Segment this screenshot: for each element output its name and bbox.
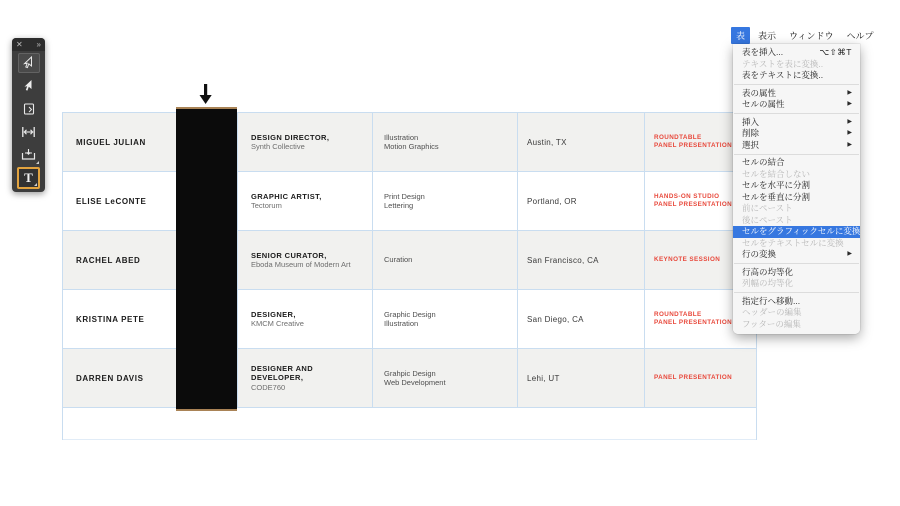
menu-item-21[interactable] (733, 267, 860, 279)
menu-bar (731, 27, 882, 44)
expand-panel-icon[interactable]: » (36, 40, 41, 49)
presentation-cell[interactable] (645, 349, 757, 407)
menu-item-label: 前にペースト (742, 203, 793, 213)
menu-separator (734, 154, 859, 155)
presentation-line: HANDS-ON STUDIO (654, 193, 720, 200)
menu-item-label: 行の変換 (742, 249, 777, 259)
name-cell[interactable]: DARREN DAVIS (63, 349, 177, 407)
table-row (63, 172, 756, 231)
skills-cell[interactable] (373, 172, 518, 230)
location-cell[interactable]: San Diego, CA (518, 290, 645, 348)
location-cell[interactable]: Austin, TX (518, 113, 645, 171)
type-tool[interactable] (12, 166, 45, 189)
menubar-item-0[interactable]: 表 (731, 27, 750, 44)
skill-line: Curation (384, 255, 413, 265)
menu-item-label: セルを結合しない (742, 168, 811, 179)
menu-item-0[interactable] (733, 47, 860, 59)
menu-item-22 (733, 278, 860, 290)
close-icon[interactable]: ✕ (16, 40, 23, 49)
menu-item-label: 後にペースト (742, 214, 793, 225)
menu-item-11[interactable] (733, 157, 860, 169)
menu-item-5[interactable] (733, 99, 860, 111)
menu-item-17[interactable] (733, 226, 860, 238)
table-row (63, 231, 756, 290)
menu-item-13[interactable] (733, 180, 860, 192)
menu-item-7[interactable] (733, 117, 860, 129)
submenu-arrow-icon: ▶ (847, 89, 852, 96)
title-bold: DESIGNER AND DEVELOPER, (251, 363, 314, 383)
menu-item-label: セルを水平に分割 (742, 180, 811, 190)
menu-item-label: セルを垂直に分割 (742, 191, 811, 202)
menu-item-label: 選択 (742, 139, 760, 150)
menu-item-shortcut: ⌥⇧⌘T (819, 47, 852, 57)
menu-item-label: 表をテキストに変換.. (742, 70, 824, 80)
title-bold: GRAPHIC ARTIST, (251, 191, 322, 201)
presentation-line: PANEL PRESENTATION (654, 201, 733, 208)
content-collector-tool[interactable] (12, 143, 45, 166)
menu-item-25 (733, 307, 860, 319)
title-cell[interactable]: SENIOR CURATOR, Eboda Museum of Modern Art (238, 231, 373, 289)
submenu-arrow-icon: ▶ (847, 130, 852, 136)
selection-tool[interactable] (12, 51, 45, 74)
direct-selection-tool[interactable] (12, 74, 45, 97)
down-arrow-icon (198, 84, 213, 110)
frame-edge-right (756, 407, 757, 440)
frame-edge-left (62, 407, 63, 440)
tools-panel (12, 38, 45, 192)
type-tool-glyph: T (24, 170, 33, 185)
menu-item-label: 挿入 (742, 116, 760, 127)
submenu-arrow-icon: ▶ (847, 251, 852, 257)
page-tool[interactable] (12, 97, 45, 120)
menu-separator (734, 292, 859, 293)
table-row (63, 113, 756, 172)
submenu-arrow-icon: ▶ (847, 141, 852, 148)
menu-item-label: 削除 (742, 128, 760, 138)
menu-item-9[interactable] (733, 140, 860, 152)
menu-item-label: セルをグラフィックセルに変換 (742, 226, 861, 236)
location-cell[interactable]: San Francisco, CA (518, 231, 645, 289)
selection-tool-icon (18, 53, 40, 73)
menubar-item-1[interactable]: 表示 (758, 31, 777, 41)
skill-line: Web Development (384, 378, 446, 387)
menu-item-18 (733, 238, 860, 250)
menu-item-label: 表を挿入... (742, 47, 784, 57)
gap-tool[interactable] (12, 120, 45, 143)
menu-item-label: 指定行へ移動... (742, 295, 801, 306)
menu-separator (734, 84, 859, 85)
menu-item-label: セルの結合 (742, 157, 785, 167)
type-tool-icon (17, 167, 40, 189)
title-cell[interactable]: DESIGNER, KMCM Creative (238, 290, 373, 348)
name-cell[interactable]: RACHEL ABED (63, 231, 177, 289)
title-bold: DESIGN DIRECTOR, (251, 132, 330, 142)
name-cell[interactable]: MIGUEL JULIAN (63, 113, 177, 171)
menu-item-14[interactable] (733, 192, 860, 204)
menubar-item-3[interactable]: ヘルプ (846, 31, 874, 41)
skill-line: Print Design (384, 191, 425, 201)
menu-item-label: セルをテキストセルに変換 (742, 237, 844, 248)
table-menu-dropdown (733, 44, 860, 334)
direct-selection-tool-icon (18, 76, 40, 96)
content-collector-tool-icon (18, 145, 40, 165)
title-bold: DESIGNER, (251, 309, 296, 319)
menu-item-label: 行高の均等化 (742, 266, 794, 277)
location-cell[interactable]: Portland, OR (518, 172, 645, 230)
presentation-line: PANEL PRESENTATION (654, 374, 733, 381)
skills-cell[interactable] (373, 113, 518, 171)
menu-item-16 (733, 215, 860, 227)
menu-item-8[interactable] (733, 128, 860, 140)
menu-item-26 (733, 319, 860, 331)
gap-tool-icon (18, 122, 40, 142)
title-bold: SENIOR CURATOR, (251, 250, 327, 260)
frame-edge-bottom (62, 439, 757, 440)
menu-separator (734, 263, 859, 264)
submenu-arrow-icon: ▶ (847, 101, 852, 107)
menu-item-label: セルの属性 (742, 99, 785, 109)
presentation-line: PANEL PRESENTATION (654, 319, 733, 326)
menu-item-label: ヘッダーの編集 (742, 307, 802, 317)
menubar-item-2[interactable]: ウィンドウ (789, 31, 834, 41)
presentation-line: KEYNOTE SESSION (654, 256, 721, 263)
skill-line: Lettering (384, 201, 414, 210)
presentation-line: PANEL PRESENTATION (654, 142, 733, 149)
table-row (63, 349, 756, 408)
submenu-arrow-icon: ▶ (847, 118, 852, 125)
menu-separator (734, 113, 859, 114)
skill-line: Illustration (384, 132, 419, 142)
page-tool-icon (18, 99, 40, 119)
menu-item-label: テキストを表に変換.. (742, 58, 824, 69)
skill-line: Grahpic Design (384, 368, 436, 378)
skills-cell[interactable] (373, 290, 518, 348)
menu-item-4[interactable] (733, 88, 860, 100)
skill-line: Graphic Design (384, 309, 436, 319)
title-cell[interactable]: DESIGN DIRECTOR, Synth Collective (238, 113, 373, 171)
table-row (63, 290, 756, 349)
title-cell[interactable]: GRAPHIC ARTIST, Tectorum (238, 172, 373, 230)
location-cell[interactable]: Lehi, UT (518, 349, 645, 407)
name-cell[interactable]: KRISTINA PETE (63, 290, 177, 348)
menu-item-label: 表の属性 (742, 87, 777, 98)
menu-item-label: 列幅の均等化 (742, 278, 794, 288)
graphic-cell-column[interactable] (176, 107, 237, 411)
menu-item-15 (733, 203, 860, 215)
menu-item-1 (733, 59, 860, 71)
title-cell[interactable]: DESIGNER AND DEVELOPER, CODE760 (238, 349, 373, 407)
menu-item-label: フッターの編集 (742, 318, 801, 329)
flyout-corner-icon (34, 183, 37, 186)
skill-line: Illustration (384, 319, 419, 328)
name-cell[interactable]: ELISE LeCONTE (63, 172, 177, 230)
presentation-line: ROUNDTABLE (654, 311, 702, 318)
tools-panel-header (12, 38, 45, 51)
skill-line: Motion Graphics (384, 142, 439, 151)
menu-item-2[interactable] (733, 70, 860, 82)
menu-item-12 (733, 169, 860, 181)
menu-item-19[interactable] (733, 249, 860, 261)
skills-cell[interactable] (373, 231, 518, 289)
skills-cell[interactable] (373, 349, 518, 407)
menu-item-24[interactable] (733, 296, 860, 308)
flyout-corner-icon (36, 161, 39, 164)
presentation-line: ROUNDTABLE (654, 134, 702, 141)
